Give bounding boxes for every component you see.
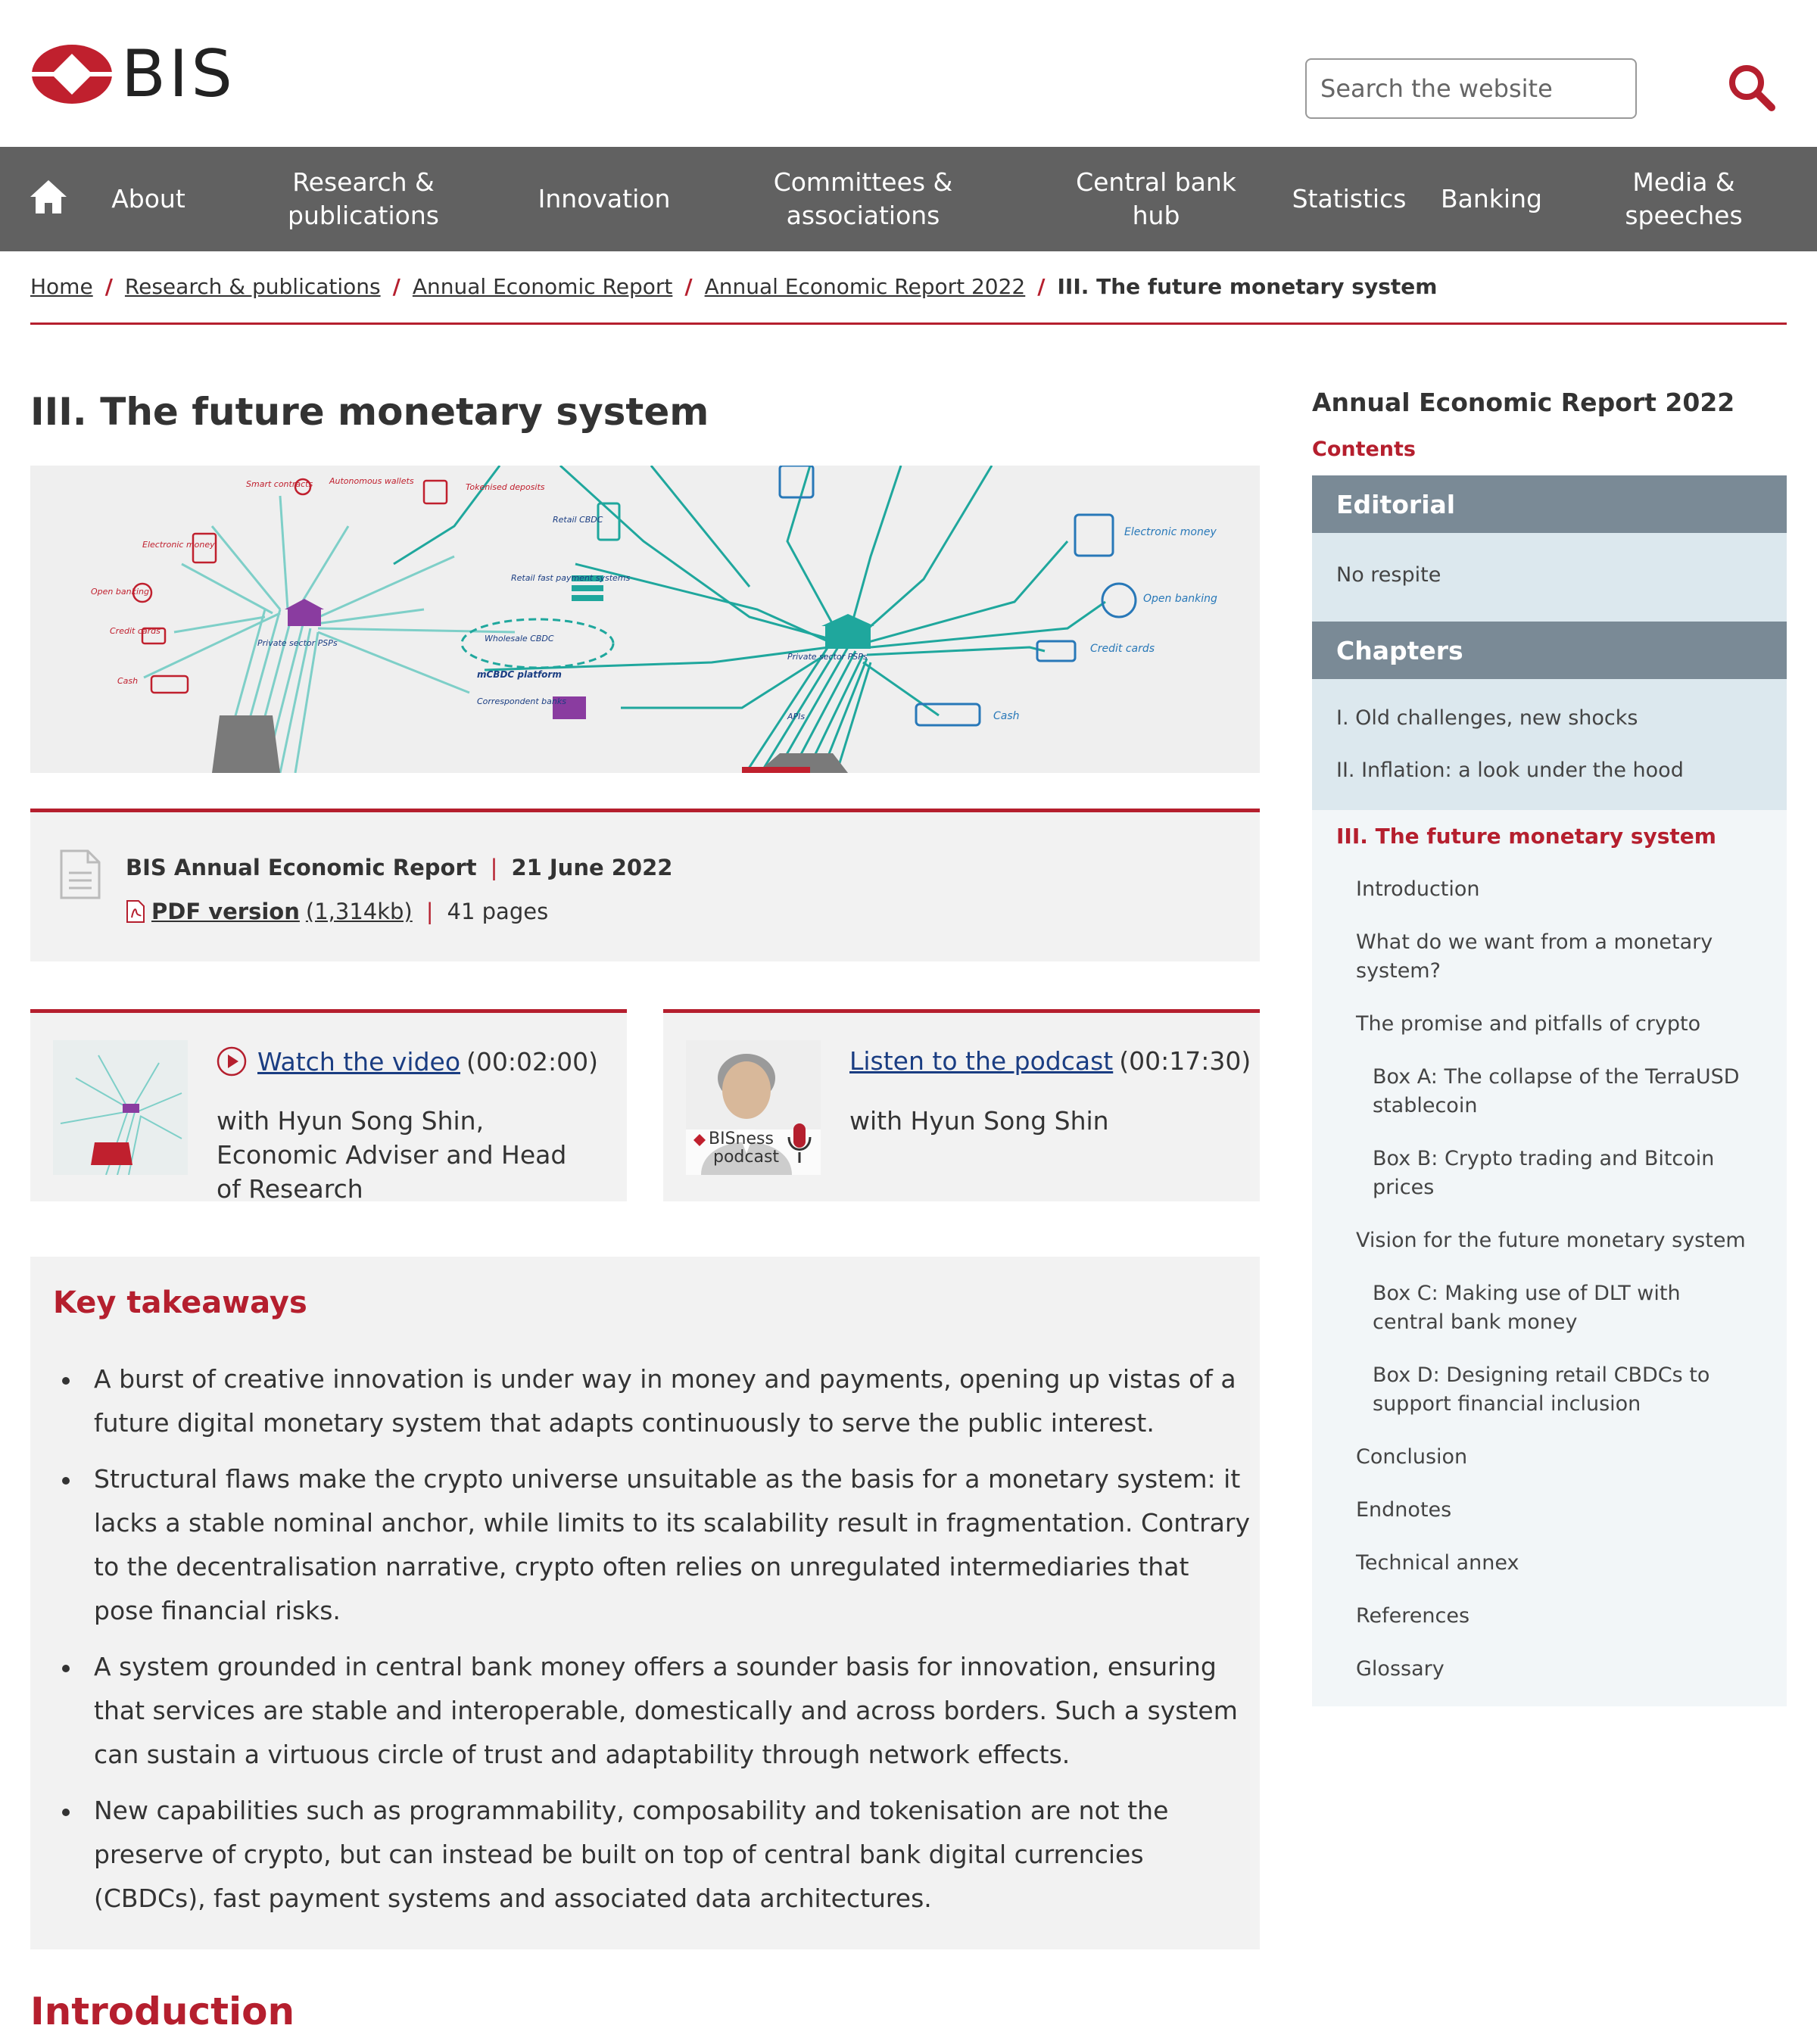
sidebar-sub-box-d[interactable]: Box D: Designing retail CBDCs to support financial inclusion	[1373, 1363, 1710, 1416]
breadcrumb-separator: /	[104, 274, 113, 299]
takeaway-item: New capabilities such as programmability, composability and tokenisation are not the preserve of crypto, but can instead be built on top of central bank digital currencies (CBDCs), fast payment systems and associated data architectures.	[94, 1789, 1252, 1921]
breadcrumb-home[interactable]: Home	[30, 274, 93, 299]
video-title	[217, 1046, 598, 1077]
publication-info	[126, 855, 672, 880]
bis-logo[interactable]	[30, 36, 235, 112]
sidebar-sub-glossary[interactable]: Glossary	[1356, 1657, 1445, 1681]
sidebar-sub-introduction[interactable]: Introduction	[1356, 877, 1480, 901]
watch-video-link[interactable]: Watch the video	[257, 1046, 461, 1077]
hero-label: Open banking	[91, 587, 149, 597]
nav-item-innovation[interactable]: Innovation	[538, 184, 671, 213]
site-header	[0, 0, 1817, 147]
pdf-version-link[interactable]: PDF version	[151, 899, 300, 924]
podcast-thumbnail[interactable]	[686, 1040, 821, 1175]
breadcrumb-divider	[30, 322, 1787, 325]
video-description: with Hyun Song Shin, Economic Adviser and Head of Research	[217, 1106, 567, 1204]
sidebar-chapters-heading: Chapters	[1312, 622, 1787, 679]
takeaway-item: A system grounded in central bank money offers a sounder basis for innovation, ensuring that services are stable and interoperable, domestically and across borders. Such a system can sustain a virtuous circle of trust and adaptability through network effects.	[94, 1645, 1252, 1777]
hero-label: Electronic money	[1124, 526, 1217, 538]
separator: |	[425, 899, 434, 924]
logo-wordmark: BIS	[121, 36, 235, 112]
bis-logo-mark-icon	[30, 43, 114, 105]
play-icon[interactable]	[217, 1046, 247, 1077]
podcast-card	[663, 1009, 1260, 1201]
key-takeaways-list	[53, 1357, 1252, 1933]
hero-label: Private sector PSPs	[787, 652, 868, 662]
hero-label: Open banking	[1143, 593, 1217, 605]
sidebar-sub-endnotes[interactable]: Endnotes	[1356, 1498, 1452, 1522]
hero-label: Credit cards	[110, 626, 161, 636]
nav-item-central-bank-hub[interactable]: Central bank hub	[1076, 167, 1236, 230]
nav-item-committees-associations[interactable]: Committees & associations	[773, 167, 953, 230]
sidebar-current-chapter	[1312, 810, 1787, 1706]
pdf-info	[126, 899, 548, 924]
breadcrumb-annual-economic-report[interactable]: Annual Economic Report	[412, 274, 673, 299]
search-input[interactable]	[1305, 58, 1637, 119]
sidebar-sub-box-a[interactable]: Box A: The collapse of the TerraUSD stablecoin	[1373, 1065, 1740, 1117]
hero-label: Autonomous wallets	[329, 476, 414, 486]
hero-label: Retail fast payment systems	[511, 573, 631, 583]
pdf-size: (1,314kb)	[305, 899, 413, 924]
video-duration: (00:02:00)	[466, 1046, 598, 1077]
hero-label: Retail CBDC	[553, 515, 603, 525]
hero-label: Correspondent banks	[477, 696, 566, 706]
hero-label: Smart contracts	[246, 479, 313, 489]
publication-series: BIS Annual Economic Report	[126, 855, 477, 880]
key-takeaways-heading: Key takeaways	[53, 1285, 307, 1320]
video-card	[30, 1009, 627, 1204]
hero-label: Private sector PSPs	[257, 638, 338, 648]
main-nav	[0, 147, 1817, 251]
page-count: 41 pages	[447, 899, 549, 924]
monetary-system-diagram	[30, 466, 1260, 773]
breadcrumb-research-publications[interactable]: Research & publications	[124, 274, 381, 299]
pdf-icon	[126, 899, 145, 924]
sidebar-item-chapter-2[interactable]: II. Inflation: a look under the hood	[1336, 759, 1684, 782]
podcast-badge-line2: podcast	[713, 1148, 780, 1167]
hero-label: mCBDC platform	[477, 669, 562, 680]
podcast-duration: (00:17:30)	[1119, 1046, 1251, 1076]
podcast-title	[849, 1046, 1251, 1076]
publication-date: 21 June 2022	[511, 855, 673, 880]
breadcrumb	[30, 274, 1437, 299]
sidebar-sub-references[interactable]: References	[1356, 1604, 1470, 1628]
listen-podcast-link[interactable]: Listen to the podcast	[849, 1046, 1114, 1076]
sidebar-editorial-heading: Editorial	[1312, 475, 1787, 533]
takeaway-item: A burst of creative innovation is under way in money and payments, opening up vistas of a future digital monetary system that adapts continuously to serve the public interest.	[94, 1357, 1252, 1445]
home-icon[interactable]	[29, 177, 68, 217]
sidebar-item-chapter-1[interactable]: I. Old challenges, new shocks	[1336, 706, 1638, 730]
separator: |	[490, 855, 498, 880]
breadcrumb-separator: /	[392, 274, 400, 299]
sidebar-sub-promise-pitfalls[interactable]: The promise and pitfalls of crypto	[1356, 1012, 1701, 1036]
video-thumbnail[interactable]	[53, 1040, 188, 1175]
hero-label: Electronic money	[142, 540, 215, 550]
sidebar-item-no-respite[interactable]: No respite	[1336, 563, 1441, 587]
key-takeaways	[30, 1257, 1260, 1949]
breadcrumb-separator: /	[1037, 274, 1046, 299]
sidebar-contents-label: Contents	[1312, 438, 1417, 461]
breadcrumb-separator: /	[684, 274, 693, 299]
takeaway-item: Structural flaws make the crypto universe unsuitable as the basis for a monetary system: it lacks a stable nominal anchor, while limits to its scalability result in fragmentation. Contrary to the decentralisation narrative, crypto often relies on unregulated intermediaries that pose financial risks.	[94, 1457, 1252, 1633]
nav-item-media-speeches[interactable]: Media & speeches	[1625, 167, 1743, 230]
breadcrumb-current: III. The future monetary system	[1057, 274, 1438, 299]
sidebar-contents	[1312, 475, 1787, 1706]
hero-label: Credit cards	[1090, 643, 1155, 655]
hero-illustration	[30, 466, 1260, 773]
hero-label: Cash	[993, 710, 1020, 722]
podcast-description: with Hyun Song Shin	[849, 1106, 1109, 1136]
publication-meta	[30, 809, 1260, 961]
nav-item-about[interactable]: About	[111, 184, 185, 213]
sidebar-sub-box-c[interactable]: Box C: Making use of DLT with central bank money	[1373, 1282, 1681, 1334]
page-title: III. The future monetary system	[30, 390, 709, 434]
sidebar-sub-box-b[interactable]: Box B: Crypto trading and Bitcoin prices	[1373, 1147, 1715, 1199]
sidebar-sub-conclusion[interactable]: Conclusion	[1356, 1445, 1468, 1469]
sidebar-report-title: Annual Economic Report 2022	[1312, 388, 1735, 417]
nav-item-research-publications[interactable]: Research & publications	[288, 167, 439, 230]
search-icon[interactable]	[1726, 62, 1776, 112]
sidebar-sub-what-do-we-want[interactable]: What do we want from a monetary system?	[1356, 930, 1713, 983]
sidebar-editorial-block	[1312, 533, 1787, 622]
document-icon	[59, 849, 101, 900]
sidebar-chapters-block	[1312, 679, 1787, 810]
hero-label: Cash	[117, 676, 139, 686]
sidebar-sub-vision[interactable]: Vision for the future monetary system	[1356, 1229, 1746, 1252]
hero-label: APIs	[787, 712, 806, 721]
introduction-heading: Introduction	[30, 1989, 295, 2033]
sidebar-item-chapter-3[interactable]: III. The future monetary system	[1336, 824, 1716, 849]
nav-item-statistics[interactable]: Statistics	[1292, 184, 1407, 213]
breadcrumb-aer-2022[interactable]: Annual Economic Report 2022	[704, 274, 1026, 299]
nav-item-banking[interactable]: Banking	[1441, 184, 1542, 213]
podcast-badge-line1: BISness	[709, 1129, 774, 1148]
sidebar-sub-technical-annex[interactable]: Technical annex	[1356, 1551, 1519, 1575]
hero-label: Tokenised deposits	[466, 482, 545, 492]
hero-label: Wholesale CBDC	[485, 634, 554, 643]
